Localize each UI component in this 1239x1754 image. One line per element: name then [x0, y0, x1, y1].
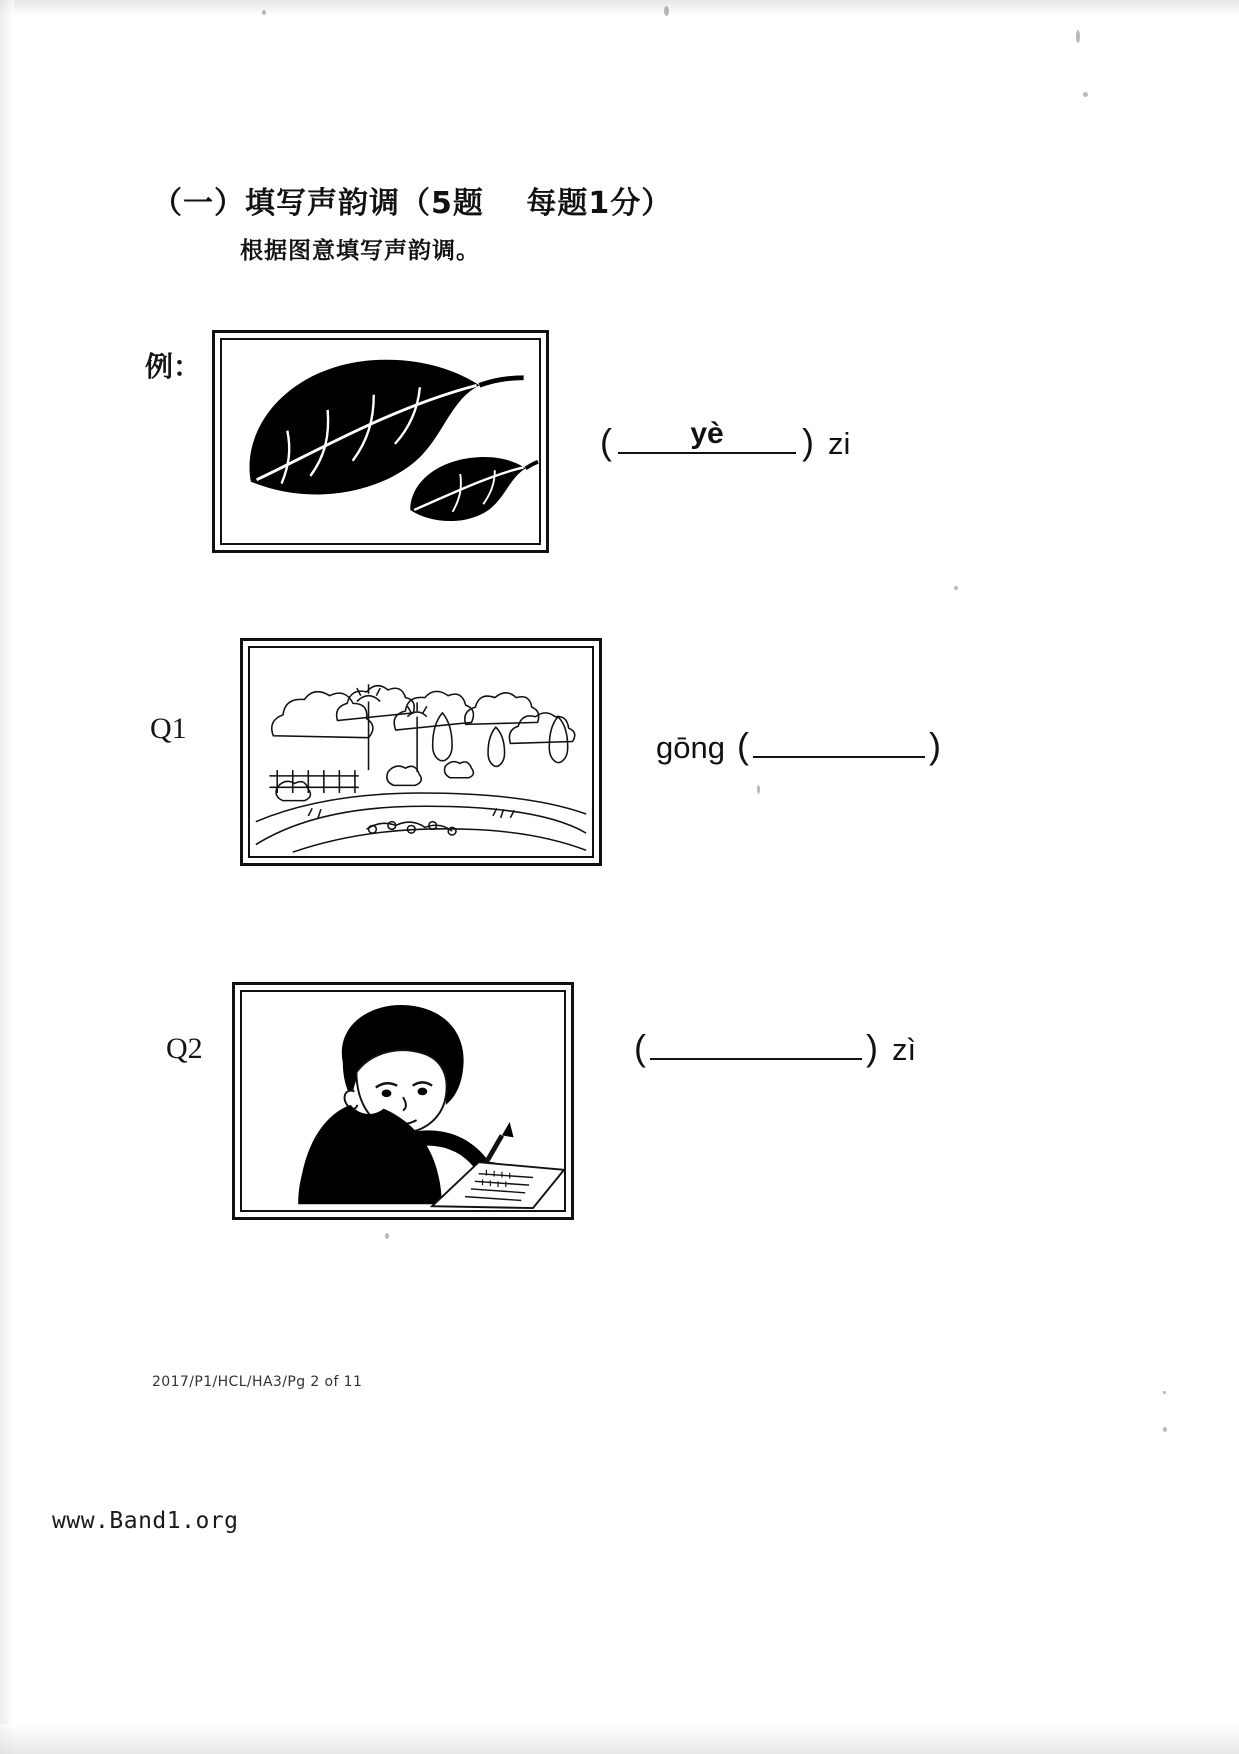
answer-blank-q1[interactable] [753, 730, 925, 758]
picture-leaves [212, 330, 549, 553]
open-paren: ( [634, 1027, 646, 1068]
boy-writing-illustration [242, 992, 564, 1210]
scan-speck [1163, 1391, 1166, 1394]
answer-prefix-q1: gōng [656, 730, 725, 765]
answer-suffix-example: zi [828, 426, 851, 461]
document-code: 2017/P1/HCL/HA3/Pg 2 of 11 [152, 1374, 363, 1390]
scan-speck [1076, 30, 1080, 43]
scan-speck [385, 1233, 389, 1239]
close-paren: ) [866, 1027, 878, 1068]
scan-edge-left [0, 0, 14, 1754]
picture-boy-writing [232, 982, 574, 1220]
answer-suffix-q2: zì [892, 1032, 917, 1067]
scan-speck [1163, 1427, 1167, 1432]
scan-speck [757, 785, 760, 794]
open-paren: ( [736, 725, 749, 766]
answer-q2 [634, 1027, 917, 1068]
park-garden-illustration [250, 648, 592, 856]
leaves-illustration [222, 340, 539, 543]
picture-park [240, 638, 602, 866]
scan-speck [954, 586, 958, 590]
scan-speck [1083, 92, 1088, 97]
answer-blank-example[interactable] [618, 417, 796, 454]
site-watermark: www.Band1.org [52, 1508, 239, 1534]
handwritten-answer: yè [690, 417, 724, 450]
scan-edge-bottom [0, 1724, 1239, 1754]
scan-edge-top [0, 0, 1239, 16]
scan-speck [262, 10, 266, 15]
answer-q1 [656, 725, 941, 766]
answer-example [600, 417, 851, 462]
page-title: （一）填写声韵调（5题 每题1分） [152, 186, 673, 221]
item-label-example: 例： [145, 350, 202, 383]
close-paren: ) [802, 421, 814, 462]
scan-speck [664, 6, 669, 16]
item-label-q1: Q1 [150, 712, 187, 745]
close-paren: ) [928, 725, 941, 766]
open-paren: ( [600, 421, 612, 462]
item-label-q2: Q2 [166, 1032, 203, 1065]
page-subtitle: 根据图意填写声韵调。 [240, 238, 480, 264]
answer-blank-q2[interactable] [650, 1032, 862, 1060]
